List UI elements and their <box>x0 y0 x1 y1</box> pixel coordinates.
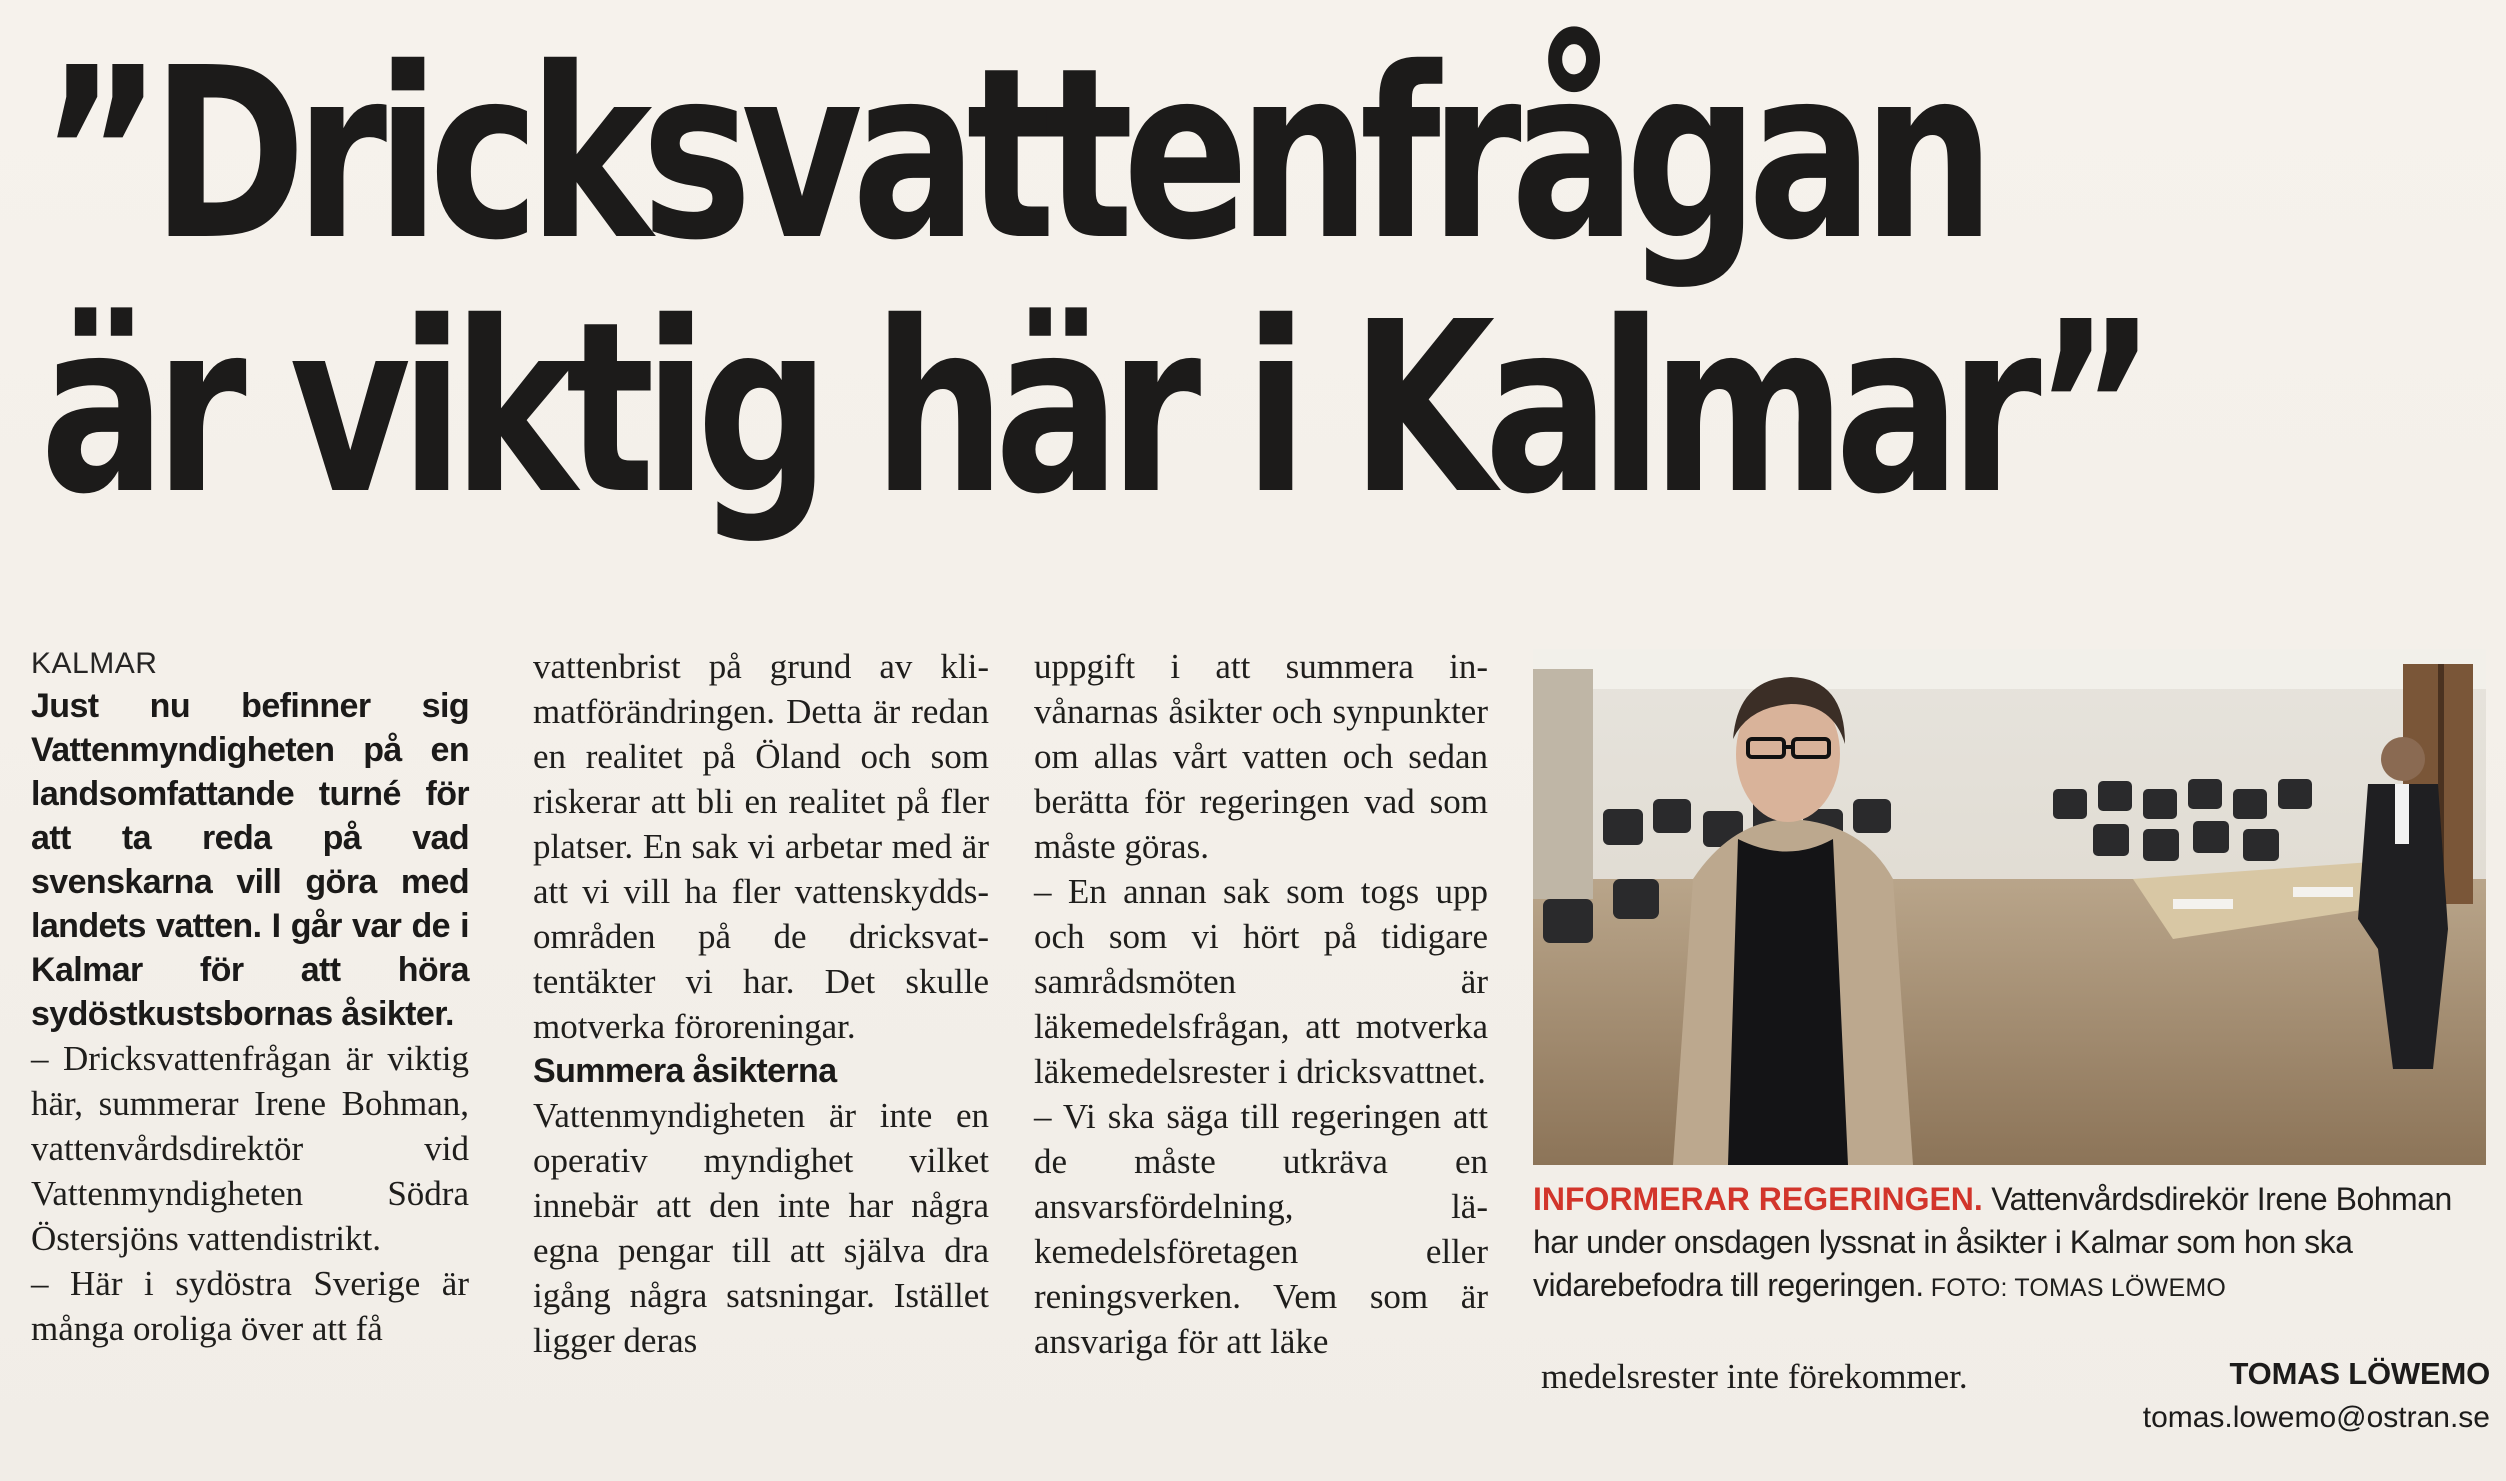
article-ingress: Just nu befinner sig Vattenmyndigheten på en landsomfattande turné för att ta reda på vad svenskarna vill göra med landets vatten. I går var de i Kalmar för att höra sydöstkustsbornas åsikter. <box>31 687 469 1033</box>
caption-kicker: INFORMERAR REGERINGEN. <box>1533 1181 1983 1217</box>
photo-illustration <box>1533 649 2486 1165</box>
body-paragraph: Vattenmyndigheten är inte en operativ myndighet vilket innebär att den inte har några egna pengar till att själva dra igång några satsningar. Istället ligger deras <box>533 1096 989 1360</box>
body-paragraph: – En annan sak som togs upp och som vi hört på tidigare samrådsmöten är läkemedelsfrågan, att motverka läkemedelsrester i dricksvattnet. <box>1034 872 1488 1091</box>
body-paragraph: – Vi ska säga till regeringen att de måste utkräva en ansvarsfördelning, läkemedelsföretagen eller reningsverken. Vem som är ansvariga för att läke <box>1034 1097 1488 1361</box>
photo-floor <box>1533 879 2486 1165</box>
body-paragraph: – Dricksvattenfrågan är viktig här, summerar Irene Bohman, vattenvårdsdirektör vid Vattenmyndigheten Södra Östersjöns vattendistrikt. <box>31 1039 469 1258</box>
article-subheading: Summera åsikterna <box>533 1052 837 1090</box>
author-email: tomas.lowemo@ostran.se <box>2142 1401 2490 1434</box>
caption-text: Vattenvårdsdirekör Irene Bohman har under onsdagen lyssnat in åsikter i Kalmar som hon ska vidarebefodra till regeringen. <box>1533 1181 2452 1303</box>
photo-caption <box>1533 1178 2486 1310</box>
article-photo <box>1533 649 2486 1165</box>
article-column-3 <box>1034 644 1488 1464</box>
article-headline <box>40 17 2146 546</box>
headline-line-2: är viktig här i Kalmar” <box>40 271 2146 546</box>
body-paragraph-continuation: medelsrester inte förekommer. <box>1541 1357 1968 1396</box>
photo-credit: FOTO: TOMAS LÖWEMO <box>1923 1274 2227 1302</box>
author-name: TOMAS LÖWEMO <box>2229 1356 2490 1391</box>
body-paragraph: vattenbrist på grund av klimatförändringen. Detta är redan en realitet på Öland och som riskerar att bli en realitet på fler platser. En sak vi arbetar med är att vi vill ha fler vattenskyddsområden på de dricksvattentäkter vi har. Det skulle motverka föroreningar. <box>533 647 989 1046</box>
body-paragraph: uppgift i att summera invånarnas åsikter och synpunkter om allas vårt vatten och sedan berätta för regeringen vad som måste göras. <box>1034 647 1488 866</box>
headline-line-1: ”Dricksvattenfrågan <box>40 17 1985 292</box>
article-column-1 <box>31 644 469 1464</box>
article-column-2 <box>533 644 989 1464</box>
dateline: KALMAR <box>31 647 158 680</box>
byline <box>2143 1352 2490 1440</box>
body-paragraph: – Här i sydöstra Sverige är många oroliga över att få <box>31 1264 469 1348</box>
